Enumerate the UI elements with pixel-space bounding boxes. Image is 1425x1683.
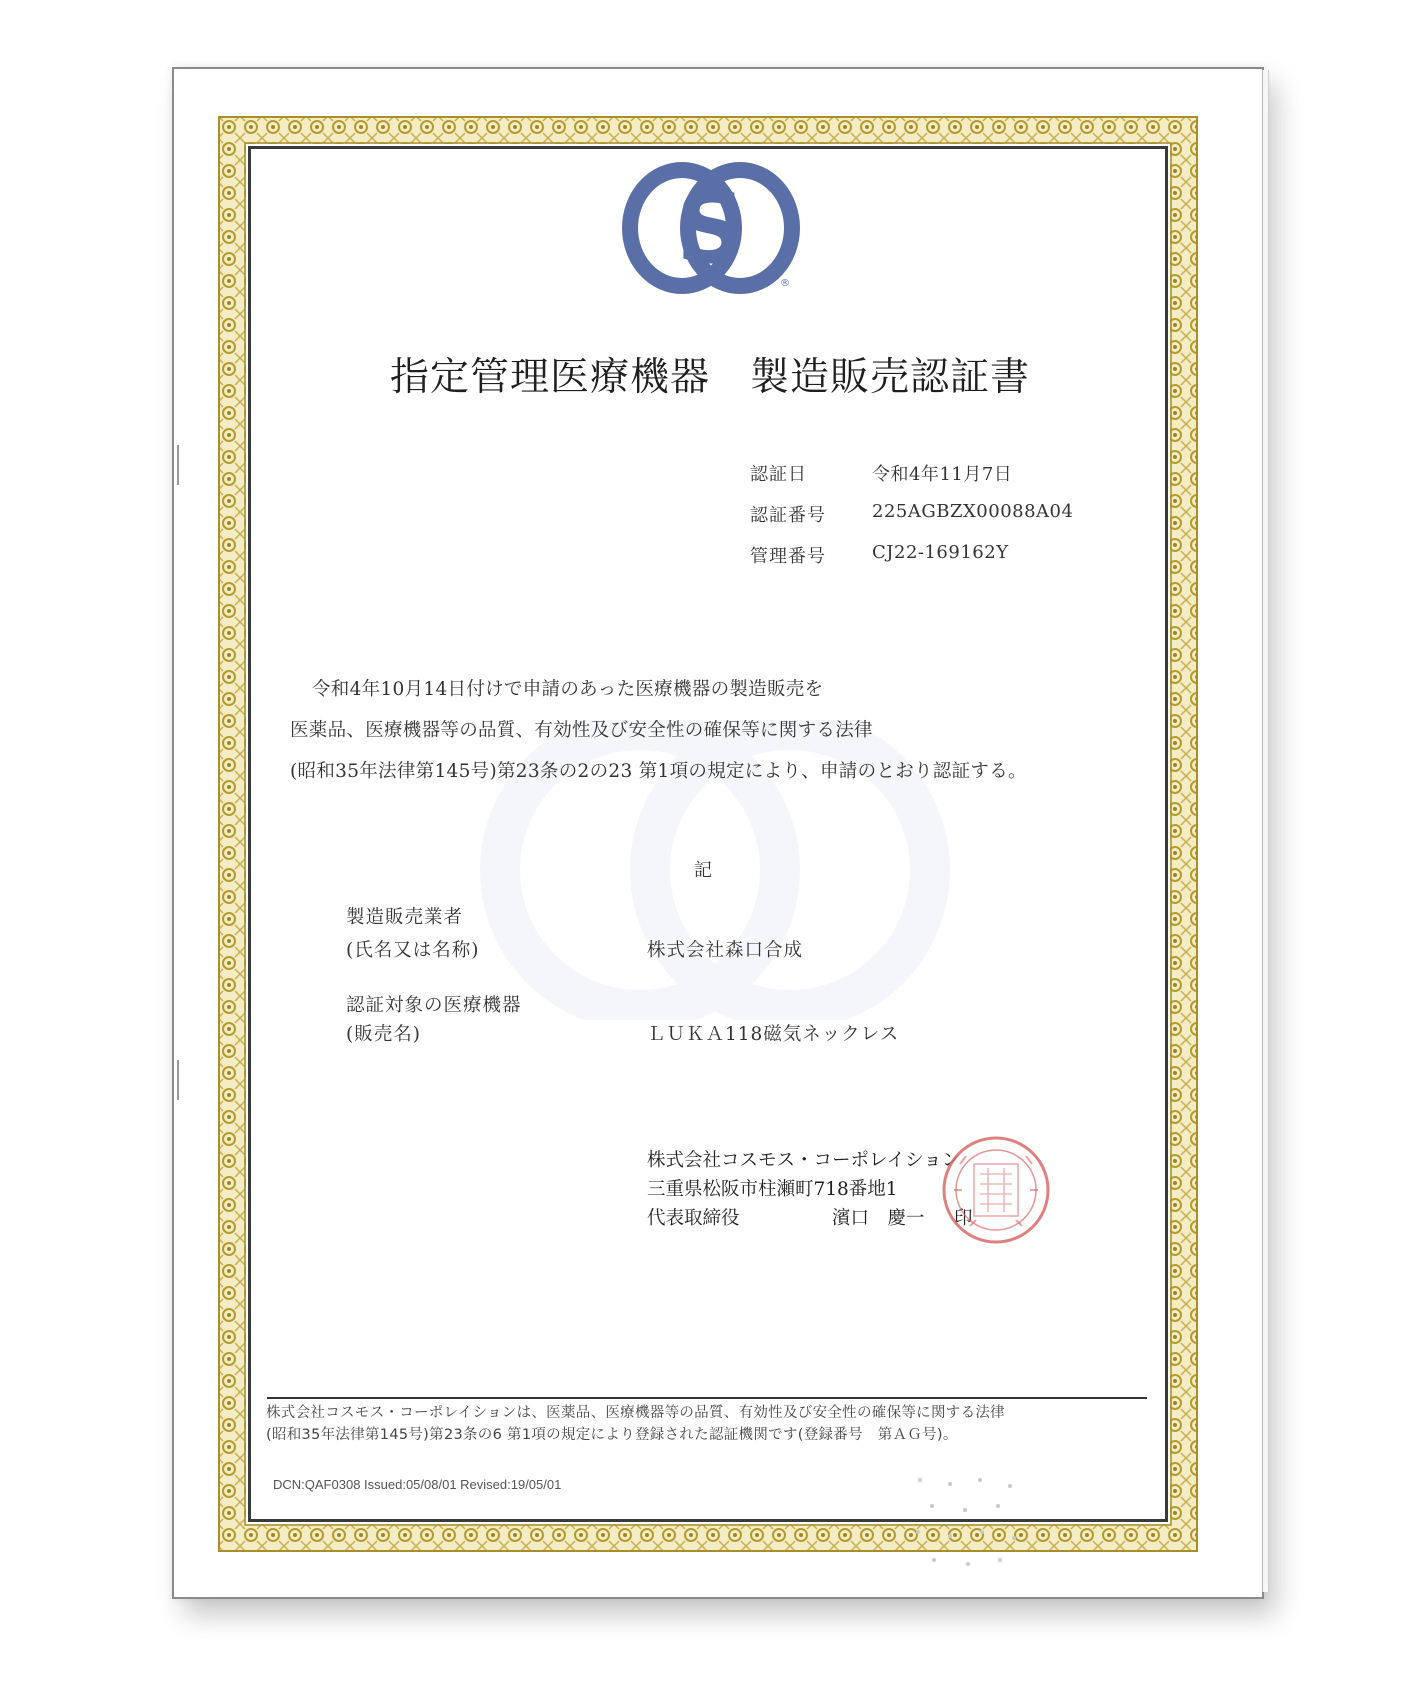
meta-label: 認証番号 bbox=[750, 505, 826, 526]
meta-row-date bbox=[750, 460, 1073, 501]
footer-line: (昭和35年法律第145号)第23条の6 第1項の規定により登録された認証機関です(登録番号 第ＡＧ号)。 bbox=[266, 1427, 958, 1443]
registered-mark-icon: ® bbox=[780, 278, 790, 289]
device-label: 認証対象の医療機器 bbox=[346, 995, 522, 1016]
scan-dots bbox=[910, 1470, 1030, 1580]
issuer-block bbox=[647, 1146, 973, 1233]
issuer-company: 株式会社コスモス・コーポレイション bbox=[647, 1150, 961, 1171]
manufacturer-value: 株式会社森口合成 bbox=[647, 940, 804, 961]
meta-value: CJ22-169162Y bbox=[872, 542, 1009, 563]
staple-mark bbox=[177, 1060, 179, 1100]
issuer-address: 三重県松阪市柱瀬町718番地1 bbox=[647, 1179, 898, 1200]
footer-divider bbox=[267, 1397, 1147, 1399]
cs-logo bbox=[620, 162, 802, 294]
meta-label: 認証日 bbox=[750, 464, 807, 485]
issuer-name: 濱口 慶一 bbox=[832, 1208, 925, 1229]
ki-heading: 記 bbox=[694, 860, 712, 881]
company-seal-stamp bbox=[940, 1134, 1052, 1246]
device-sublabel: (販売名) bbox=[346, 1024, 421, 1045]
issuer-signature-row bbox=[647, 1204, 973, 1233]
meta-row-control-number bbox=[750, 542, 1073, 583]
device-value: ＬＵＫＡ118磁気ネックレス bbox=[647, 1024, 900, 1045]
certificate-body bbox=[290, 669, 1150, 792]
manufacturer-sublabel: (氏名又は名称) bbox=[346, 940, 480, 961]
logo-letter: S bbox=[675, 172, 747, 286]
footer-note bbox=[266, 1402, 1156, 1446]
meta-label: 管理番号 bbox=[750, 546, 826, 567]
body-line: 令和4年10月14日付けで申請のあった医療機器の製造販売を bbox=[312, 679, 824, 700]
meta-value: 令和4年11月7日 bbox=[872, 464, 1013, 485]
body-line: (昭和35年法律第145号)第23条の2の23 第1項の規定により、申請のとおり認証する。 bbox=[290, 761, 1027, 782]
body-line: 医薬品、医療機器等の品質、有効性及び安全性の確保等に関する法律 bbox=[290, 720, 873, 741]
sheet-edge bbox=[1262, 70, 1269, 1592]
issuer-seal-mark: 印 bbox=[954, 1208, 973, 1229]
issuer-role: 代表取締役 bbox=[647, 1208, 740, 1229]
document-control-number: DCN:QAF0308 Issued:05/08/01 Revised:19/05/01 bbox=[273, 1477, 562, 1492]
footer-line: 株式会社コスモス・コーポレイションは、医薬品、医療機器等の品質、有効性及び安全性の確保等に関する法律 bbox=[266, 1405, 1005, 1421]
meta-row-cert-number bbox=[750, 501, 1073, 542]
certificate-title: 指定管理医療機器 製造販売認証書 bbox=[389, 355, 1030, 400]
manufacturer-label: 製造販売業者 bbox=[346, 907, 464, 928]
meta-value: 225AGBZX00088A04 bbox=[872, 501, 1074, 522]
staple-mark bbox=[177, 445, 179, 485]
certificate-meta bbox=[750, 460, 1073, 583]
